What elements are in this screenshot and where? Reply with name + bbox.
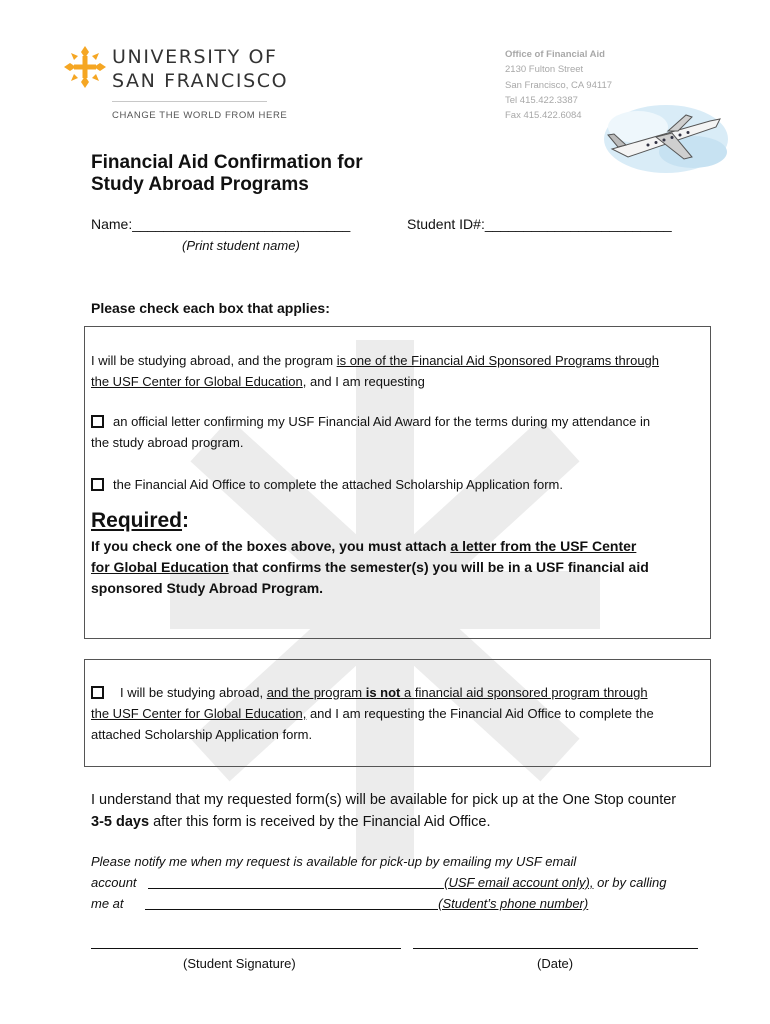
print-name-hint: (Print student name)	[182, 238, 300, 253]
signature-label: (Student Signature)	[183, 956, 296, 971]
phone-number-field[interactable]	[145, 895, 438, 910]
usf-logo-icon	[62, 44, 108, 90]
airplane-clipart-icon	[598, 97, 734, 179]
form-title	[91, 152, 363, 196]
notify-account-label: account	[91, 875, 137, 890]
sponsored-intro-text: I will be studying abroad, and the program	[91, 353, 337, 368]
non-sponsored-g: attached Scholarship Application form.	[91, 727, 313, 742]
logo-divider	[112, 101, 267, 102]
pickup-notice-days: 3-5 days	[91, 814, 150, 830]
required-heading-text: Required	[91, 509, 183, 532]
non-sponsored-a: I will be studying abroad,	[120, 685, 267, 700]
non-sponsored-d: a financial aid sponsored program through	[400, 685, 648, 700]
check-instructions: Please check each box that applies:	[91, 300, 330, 316]
notify-text-a: Please notify me when my request is available for pick-up by emailing my USF email	[91, 854, 577, 869]
notify-me-at-label: me at	[91, 896, 124, 911]
official-letter-text-cont: the study abroad program.	[91, 435, 244, 450]
office-address-block	[505, 47, 612, 123]
office-city: San Francisco, CA 94117	[505, 79, 613, 91]
required-heading	[91, 509, 189, 533]
email-account-field[interactable]	[148, 874, 444, 889]
logo-tagline: CHANGE THE WORLD FROM HERE	[112, 110, 288, 121]
sponsored-intro-underlined: is one of the Financial Aid Sponsored Programs through	[336, 353, 660, 368]
pickup-notice-a: I understand that my requested form(s) will be available for pick up at the One Stop counter	[91, 792, 677, 808]
option-official-letter	[91, 411, 706, 453]
required-text-e: sponsored Study Abroad Program.	[91, 580, 324, 596]
required-heading-colon: :	[182, 509, 190, 532]
logo-san-francisco: SAN FRANCISCO	[112, 70, 289, 92]
date-label: (Date)	[537, 956, 574, 971]
required-text-a: If you check one of the boxes above, you must attach	[91, 538, 451, 554]
required-text-d: that confirms the semester(s) you will be in a USF financial aid	[228, 559, 649, 575]
non-sponsored-f: and I am requesting the Financial Aid Office to complete the	[306, 706, 654, 721]
option-scholarship-form	[91, 474, 706, 495]
scholarship-form-text: the Financial Aid Office to complete the attached Scholarship Application form.	[113, 477, 563, 492]
non-sponsored-c: is not	[365, 685, 401, 700]
phone-number-hint: (Student’s phone number)	[438, 896, 589, 911]
office-name: Office of Financial Aid	[505, 49, 605, 60]
notify-or-calling: or by calling	[593, 875, 667, 890]
notify-block	[91, 851, 666, 914]
non-sponsored-b: and the program	[266, 685, 366, 700]
office-street: 2130 Fulton Street	[505, 64, 584, 76]
global-education-link-text: the USF Center for Global Education	[91, 374, 303, 389]
required-paragraph	[91, 536, 649, 599]
non-sponsored-e: the USF Center for Global Education,	[91, 706, 307, 721]
logo-university-of: UNIVERSITY OF	[112, 46, 278, 68]
pickup-notice-c: after this form is received by the Financial Aid Office.	[149, 814, 491, 830]
scholarship-form-checkbox[interactable]	[91, 478, 104, 491]
non-sponsored-checkbox[interactable]	[91, 686, 104, 699]
pickup-notice	[91, 789, 676, 833]
student-id-field[interactable]: Student ID#:________________________	[407, 216, 672, 232]
official-letter-checkbox[interactable]	[91, 415, 104, 428]
required-text-c: for Global Education	[91, 559, 229, 575]
date-line[interactable]	[413, 948, 698, 949]
requesting-text: , and I am requesting	[302, 374, 425, 389]
form-title-line2: Study Abroad Programs	[91, 174, 309, 195]
non-sponsored-text	[91, 682, 706, 745]
sponsored-intro	[91, 350, 706, 392]
form-title-line1: Financial Aid Confirmation for	[91, 152, 363, 173]
required-text-b: a letter from the USF Center	[450, 538, 637, 554]
signature-line[interactable]	[91, 948, 401, 949]
email-account-hint: (USF email account only),	[444, 875, 594, 890]
office-fax: Fax 415.422.6084	[505, 110, 582, 122]
office-tel: Tel 415.422.3387	[505, 94, 578, 106]
name-field[interactable]: Name:____________________________	[91, 216, 351, 232]
official-letter-text: an official letter confirming my USF Financial Aid Award for the terms during my attendance in	[113, 414, 651, 429]
